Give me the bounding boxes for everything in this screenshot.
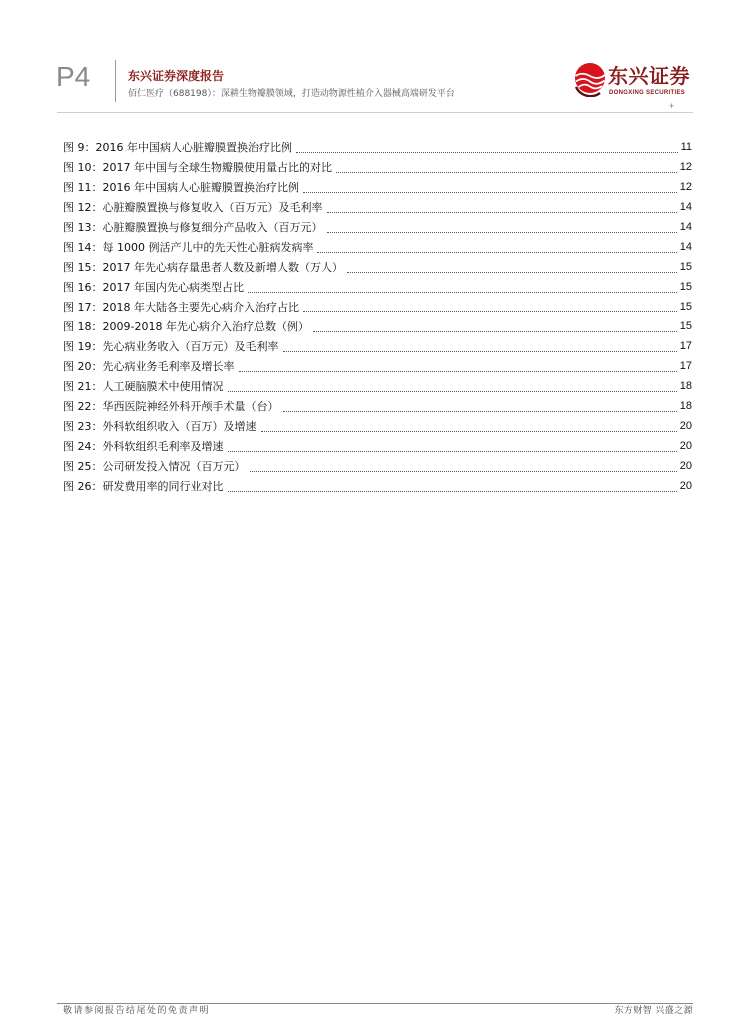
- toc-dot-leader: [250, 457, 677, 472]
- toc-entry[interactable]: [63, 357, 692, 377]
- header-divider: [115, 60, 116, 102]
- toc-entry-title: 图 18：2009-2018 年先心病介入治疗总数（例）: [63, 320, 309, 334]
- toc-dot-leader: [317, 238, 676, 253]
- header-mark: +: [669, 101, 675, 111]
- logo-wordmark: 东兴证券: [608, 64, 690, 88]
- toc-entry-title: 图 9：2016 年中国病人心脏瓣膜置换治疗比例: [63, 141, 292, 154]
- toc-entry-title: 图 19：先心病业务收入（百万元）及毛利率: [63, 340, 279, 354]
- toc-dot-leader: [336, 158, 677, 173]
- toc-entry[interactable]: [63, 158, 692, 178]
- toc-entry[interactable]: [63, 437, 692, 457]
- report-type-title: 东兴证券深度报告: [128, 69, 225, 83]
- toc-dot-leader: [327, 218, 677, 233]
- toc-entry-page: 18: [679, 400, 692, 413]
- footer-slogan: 东方财智 兴盛之源: [614, 1006, 693, 1016]
- toc-entry-page: 15: [679, 280, 692, 293]
- toc-dot-leader: [303, 178, 677, 193]
- report-subtitle: 佰仁医疗（688198）：深耕生物瓣膜领域，打造动物源性植介入器械高端研发平台: [128, 89, 455, 99]
- toc-dot-leader: [228, 477, 677, 492]
- toc-entry-page: 14: [679, 200, 692, 213]
- toc-entry-title: 图 14：每 1000 例活产儿中的先天性心脏病发病率: [63, 240, 314, 254]
- toc-entry[interactable]: [63, 417, 692, 437]
- toc-dot-leader: [228, 377, 677, 392]
- toc-dot-leader: [347, 258, 677, 273]
- figure-list: [63, 138, 692, 497]
- toc-entry-title: 图 12：心脏瓣膜置换与修复收入（百万元）及毛利率: [63, 200, 323, 214]
- toc-entry-title: 图 20：先心病业务毛利率及增长率: [63, 360, 235, 374]
- toc-dot-leader: [283, 337, 677, 352]
- toc-entry[interactable]: [63, 477, 692, 497]
- toc-entry-title: 图 15：2017 年先心病存量患者人数及新增人数（万人）: [63, 260, 343, 274]
- toc-entry[interactable]: [63, 198, 692, 218]
- toc-dot-leader: [239, 357, 677, 372]
- toc-entry-title: 图 16：2017 年国内先心病类型占比: [63, 280, 244, 294]
- toc-entry-title: 图 11：2016 年中国病人心脏瓣膜置换治疗比例: [63, 180, 299, 194]
- toc-entry[interactable]: [63, 138, 692, 158]
- page-number-label: P4: [56, 61, 91, 92]
- toc-entry-title: 图 22：华西医院神经外科开颅手术量（台）: [63, 400, 279, 414]
- dongxing-logo-icon: [573, 62, 608, 97]
- toc-entry-page: 12: [679, 160, 692, 173]
- toc-entry[interactable]: [63, 258, 692, 278]
- toc-entry[interactable]: [63, 218, 692, 238]
- toc-entry-title: 图 13：心脏瓣膜置换与修复细分产品收入（百万元）: [63, 220, 323, 234]
- toc-entry-page: 20: [679, 440, 692, 453]
- toc-entry-title: 图 10：2017 年中国与全球生物瓣膜使用量占比的对比: [63, 160, 332, 174]
- footer-disclaimer: 敬请参阅报告结尾处的免责声明: [63, 1006, 211, 1016]
- toc-entry-title: 图 25：公司研发投入情况（百万元）: [63, 460, 246, 473]
- toc-entry-page: 14: [679, 240, 692, 253]
- toc-entry[interactable]: [63, 377, 692, 397]
- toc-entry[interactable]: [63, 457, 692, 477]
- toc-entry[interactable]: [63, 238, 692, 258]
- toc-dot-leader: [228, 437, 677, 452]
- toc-entry-title: 图 21：人工硬脑膜术中使用情况: [63, 380, 224, 394]
- toc-dot-leader: [296, 138, 678, 153]
- toc-entry-page: 17: [679, 340, 692, 353]
- toc-entry-page: 15: [679, 300, 692, 313]
- toc-dot-leader: [327, 198, 677, 213]
- footer-rule: [57, 1003, 693, 1004]
- toc-entry-title: 图 23：外科软组织收入（百万）及增速: [63, 420, 257, 434]
- toc-entry[interactable]: [63, 317, 692, 337]
- toc-entry-page: 15: [679, 260, 692, 273]
- toc-entry-page: 18: [679, 380, 692, 393]
- toc-entry-page: 15: [679, 320, 692, 333]
- toc-dot-leader: [313, 317, 677, 332]
- toc-entry-page: 20: [679, 460, 692, 472]
- toc-entry-title: 图 17：2018 年大陆各主要先心病介入治疗占比: [63, 300, 299, 314]
- toc-entry-page: 11: [680, 141, 692, 153]
- toc-entry-page: 17: [679, 360, 692, 373]
- toc-dot-leader: [261, 417, 677, 432]
- toc-entry[interactable]: [63, 337, 692, 357]
- toc-entry[interactable]: [63, 278, 692, 298]
- toc-entry[interactable]: [63, 178, 692, 198]
- header-rule: [57, 112, 693, 113]
- toc-entry-page: 12: [679, 180, 692, 193]
- toc-entry-page: 14: [679, 220, 692, 233]
- toc-entry-title: 图 24：外科软组织毛利率及增速: [63, 440, 224, 454]
- toc-entry[interactable]: [63, 298, 692, 318]
- toc-entry[interactable]: [63, 397, 692, 417]
- toc-entry-page: 20: [679, 479, 692, 492]
- toc-entry-page: 20: [679, 420, 692, 433]
- toc-dot-leader: [283, 397, 677, 412]
- toc-dot-leader: [248, 278, 677, 293]
- toc-entry-title: 图 26：研发费用率的同行业对比: [63, 479, 224, 493]
- logo-english-name: DONGXING SECURITIES: [609, 90, 686, 96]
- toc-dot-leader: [303, 298, 677, 313]
